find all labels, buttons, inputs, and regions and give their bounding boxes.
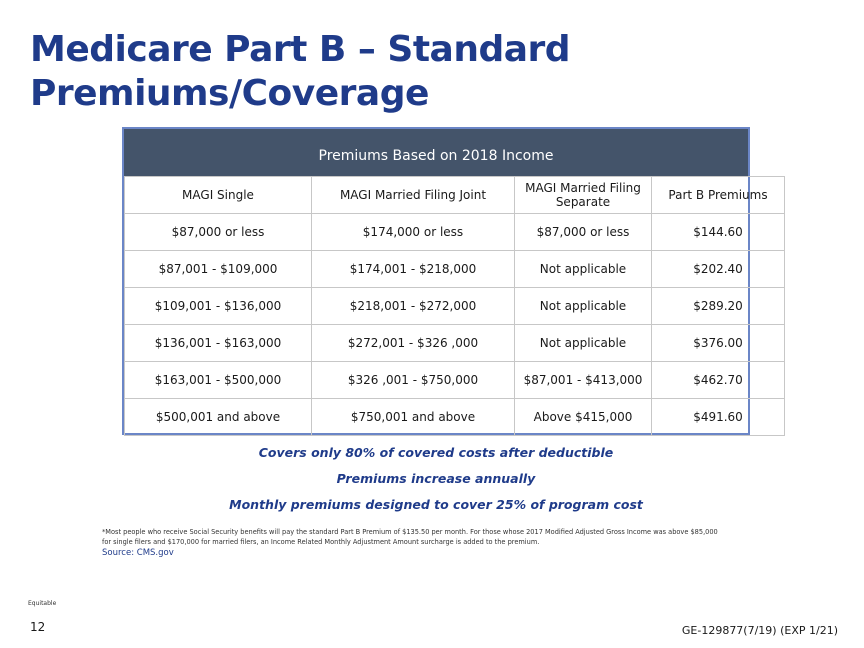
table-cell: $500,001 and above (125, 399, 312, 436)
table-row (125, 214, 785, 251)
page-title-line-2: Premiums/Coverage (30, 73, 429, 114)
brand-name: Equitable (28, 600, 57, 607)
table-cell: $144.60 (652, 214, 785, 251)
table-row (125, 362, 785, 399)
key-point-coverage: Covers only 80% of covered costs after deductible (258, 445, 614, 460)
table-cell: $462.70 (652, 362, 785, 399)
table-row (125, 399, 785, 436)
table-row (125, 325, 785, 362)
table-row (125, 288, 785, 325)
table-cell: $218,001 - $272,000 (312, 288, 515, 325)
table-cell: $326 ,001 - $750,000 (312, 362, 515, 399)
source-citation: Source: CMS.gov (102, 548, 174, 558)
page-number: 12 (30, 620, 46, 634)
table-cell: $174,001 - $218,000 (312, 251, 515, 288)
table-cell: Not applicable (515, 251, 652, 288)
table-cell: $87,000 or less (125, 214, 312, 251)
footnote-line-2: for single filers and $170,000 for married filers, an Income Related Monthly Adjustment Amount surcharge is added to the premium. (102, 538, 540, 546)
table-cell: $163,001 - $500,000 (125, 362, 312, 399)
table-caption (124, 129, 748, 176)
table-cell: Above $415,000 (515, 399, 652, 436)
table-cell: $87,001 - $413,000 (515, 362, 652, 399)
footnote (102, 527, 762, 547)
column-header-magi-separate: MAGI Married Filing Separate (515, 177, 652, 214)
column-header-magi-single: MAGI Single (125, 177, 312, 214)
table-cell: $491.60 (652, 399, 785, 436)
document-code: GE-129877(7/19) (EXP 1/21) (681, 624, 838, 637)
table-cell: $174,000 or less (312, 214, 515, 251)
table-cell: $202.40 (652, 251, 785, 288)
key-point-premium-increase: Premiums increase annually (336, 471, 536, 486)
table-cell: $136,001 - $163,000 (125, 325, 312, 362)
table-cell: $289.20 (652, 288, 785, 325)
premiums-grid (124, 176, 785, 436)
premiums-table (122, 127, 768, 435)
column-header-part-b-premiums: Part B Premiums (652, 177, 785, 214)
table-row (125, 251, 785, 288)
key-point-program-cost: Monthly premiums designed to cover 25% of program cost (229, 497, 643, 512)
page-title-line-1: Medicare Part B – Standard (30, 29, 571, 70)
table-cell: $109,001 - $136,000 (125, 288, 312, 325)
table-caption-text: Premiums Based on 2018 Income (318, 148, 554, 164)
column-header-magi-joint: MAGI Married Filing Joint (312, 177, 515, 214)
table-header-row (125, 177, 785, 214)
table-cell: $87,001 - $109,000 (125, 251, 312, 288)
page-title (30, 28, 750, 116)
table-cell: $87,000 or less (515, 214, 652, 251)
table-cell: Not applicable (515, 325, 652, 362)
footnote-line-1: *Most people who receive Social Security benefits will pay the standard Part B Premium of $135.50 per month. For those whose 2017 Modified Adjusted Gross Income was above $85,000 (102, 528, 718, 536)
table-cell: $750,001 and above (312, 399, 515, 436)
table-cell: $376.00 (652, 325, 785, 362)
table-cell: $272,001 - $326 ,000 (312, 325, 515, 362)
table-cell: Not applicable (515, 288, 652, 325)
